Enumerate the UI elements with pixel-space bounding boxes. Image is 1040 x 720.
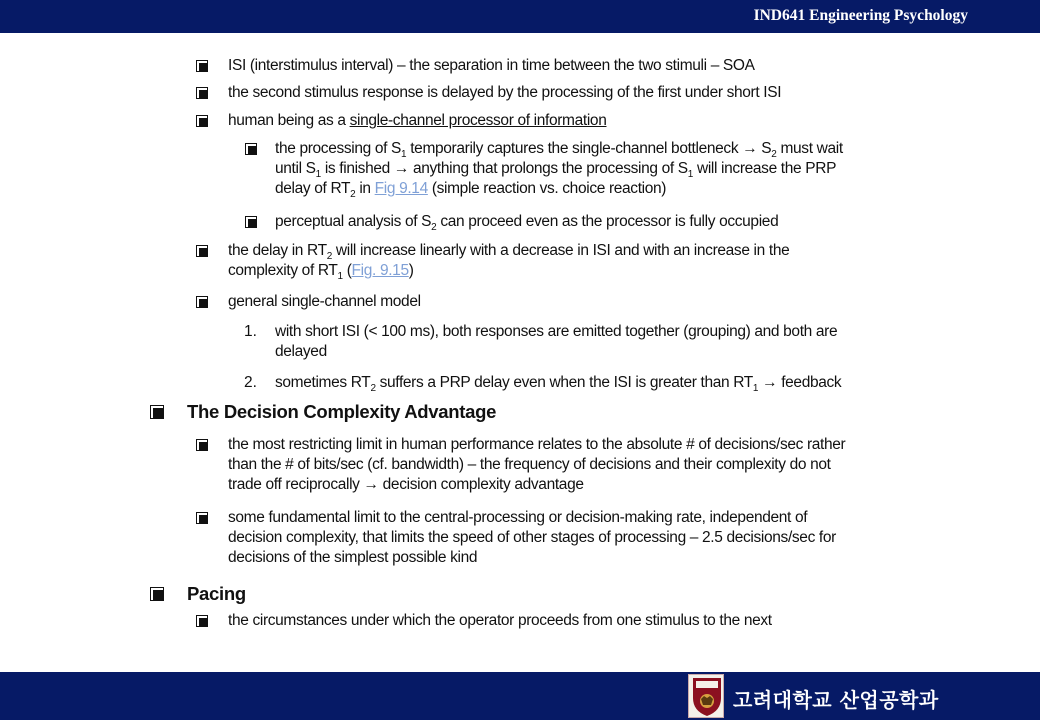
list-number: 2. [244,374,257,391]
university-logo-icon [688,674,724,718]
bullet-icon [196,245,208,257]
right-arrow-icon: → [762,374,778,391]
department-name: 고려대학교 산업공학과 [733,688,939,712]
bullet-icon [196,60,208,72]
bullet-s1-processing: the processing of $S_1$ temporarily captures the single-channel bottleneck → $S_2$ must wait until $S_1$ is finished → anything that prolongs the processing of $S_1$ will increase the PRP delay of $RT_2$ in Fig 9.14 (simple reaction vs. choice reaction) [275,140,843,201]
numbered-item-2: sometimes $RT_2$ suffers a PRP delay even when the ISI is greater than $RT_1$ → feedback [275,374,842,395]
right-arrow-icon: → [393,160,410,177]
course-title: IND641 Engineering Psychology [753,7,968,24]
bullet-icon [196,615,208,627]
fig-9-14-link[interactable]: Fig 9.14 [374,180,428,197]
bullet-perceptual-analysis: perceptual analysis of $S_2$ can proceed even as the processor is fully occupied [275,213,779,234]
bullet-icon [196,87,208,99]
bullet-general-model: general single-channel model [228,293,421,310]
right-arrow-icon: → [742,140,758,157]
bullet-icon [196,512,208,524]
right-arrow-icon: → [363,476,379,493]
header-bar [0,0,1040,33]
bullet-icon [245,216,257,228]
bullet-icon [196,439,208,451]
bullet-icon [196,296,208,308]
list-number: 1. [244,323,257,340]
bullet-isi: ISI (interstimulus interval) – the separation in time between the two stimuli – SOA [228,57,755,74]
bullet-rt2-delay: the delay in $RT_2$ will increase linearly with a decrease in ISI and with an increase in the complexity of $RT_1$ (Fig. 9.15) [228,242,790,283]
bullet-icon [196,115,208,127]
bullet-second-stimulus: the second stimulus response is delayed by the processing of the first under short ISI [228,84,782,101]
fig-9-15-link[interactable]: Fig. 9.15 [351,262,409,279]
bullet-single-channel: human being as a single-channel processor of information [228,112,607,129]
bullet-pacing-definition: the circumstances under which the operator proceeds from one stimulus to the next [228,612,772,629]
heading-pacing: Pacing [187,583,246,604]
numbered-item-1: with short ISI (< 100 ms), both responses are emitted together (grouping) and both are delayed [275,323,838,360]
heading-decision-complexity: The Decision Complexity Advantage [187,401,497,422]
bullet-decision-limit: the most restricting limit in human performance relates to the absolute # of decisions/sec rather than the # of bits/sec (cf. bandwidth) – the frequency of decisions and their complexity do not trade off reciprocally → decision complexity advantage [228,436,846,493]
bullet-fundamental-limit: some fundamental limit to the central-processing or decision-making rate, independent of decision complexity, that limits the speed of other stages of processing – 2.5 decisions/sec for decisions of the simplest possible kind [228,509,836,566]
bullet-icon [150,587,164,601]
bullet-icon [245,143,257,155]
bullet-icon [150,405,164,419]
